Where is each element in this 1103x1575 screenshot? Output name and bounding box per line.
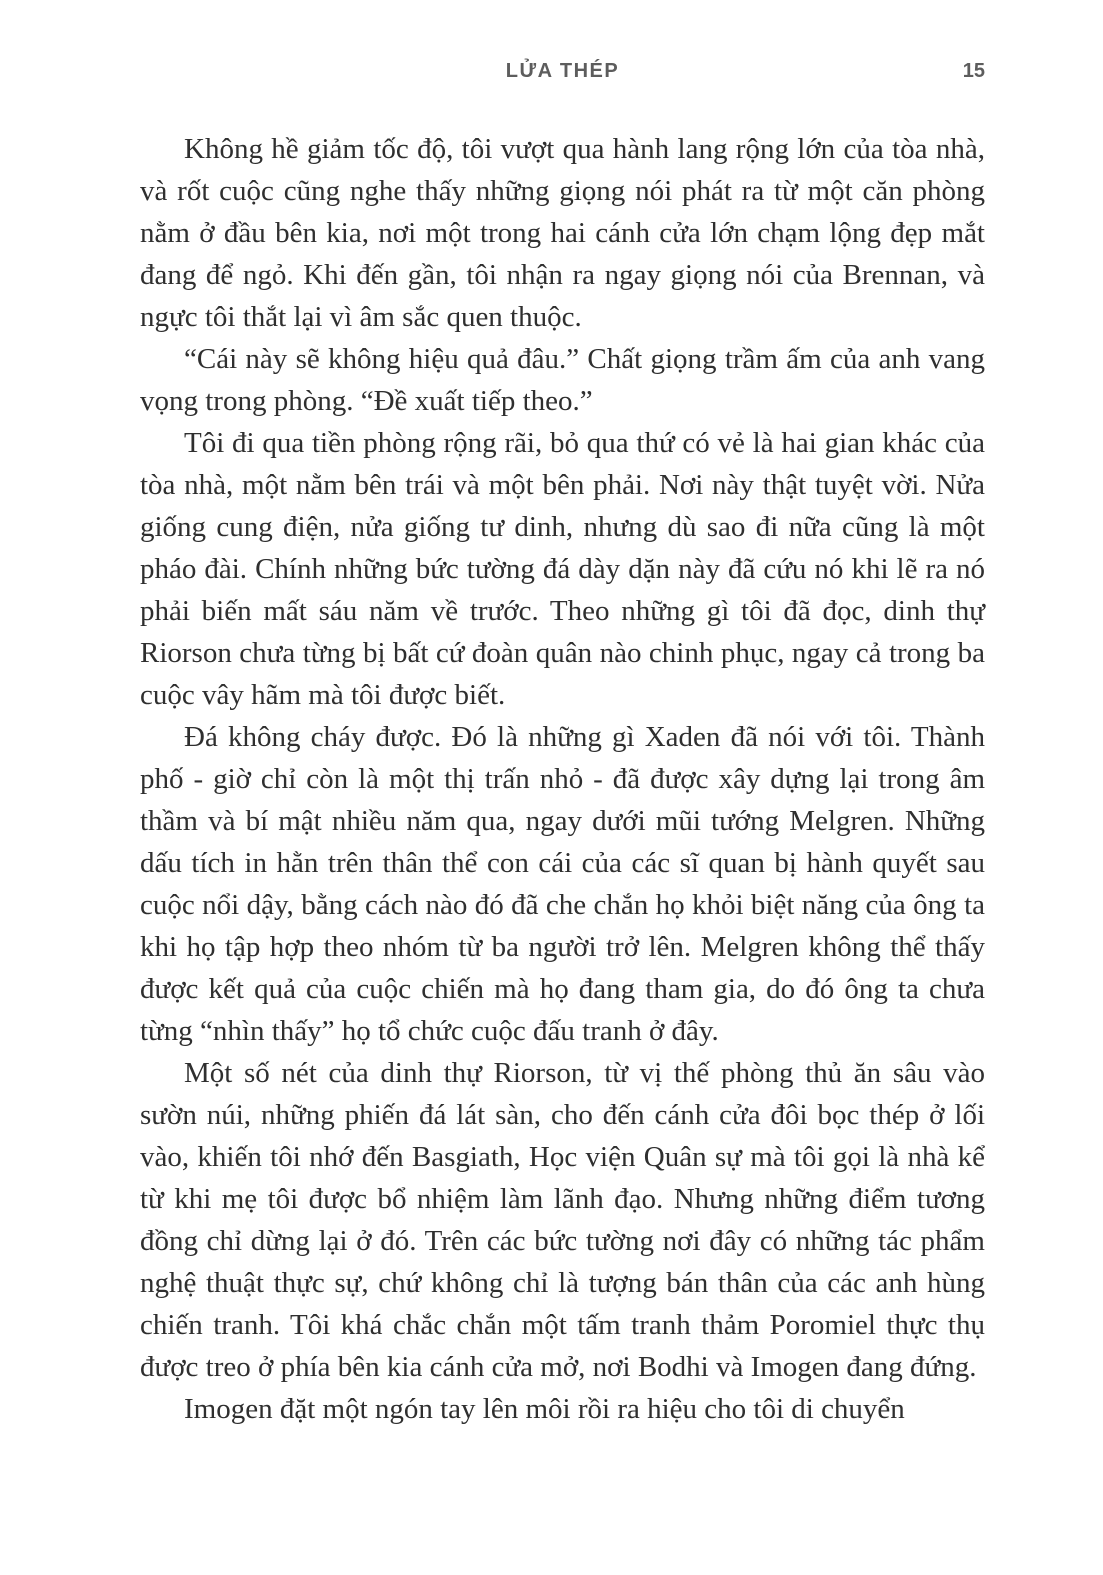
running-title: LỬA THÉP [505,60,620,82]
paragraph: Không hề giảm tốc độ, tôi vượt qua hành lang rộng lớn của tòa nhà, và rốt cuộc cũng nghe thấy những giọng nói phát ra từ một căn phòng nằm ở đầu bên kia, nơi một trong hai cánh cửa lớn chạm lộng đẹp mắt đang để ngỏ. Khi đến gần, tôi nhận ra ngay giọng nói của Brennan, và ngực tôi thắt lại vì âm sắc quen thuộc. [140,133,985,333]
paragraph: Một số nét của dinh thự Riorson, từ vị thế phòng thủ ăn sâu vào sườn núi, những phiến đá lát sàn, cho đến cánh cửa đôi bọc thép ở lối vào, khiến tôi nhớ đến Basgiath, Học viện Quân sự mà tôi gọi là nhà kể từ khi mẹ tôi được bổ nhiệm làm lãnh đạo. Nhưng những điểm tương đồng chỉ dừng lại ở đó. Trên các bức tường nơi đây có những tác phẩm nghệ thuật thực sự, chứ không chỉ là tượng bán thân của các anh hùng chiến tranh. Tôi khá chắc chắn một tấm tranh thảm Poromiel thực thụ được treo ở phía bên kia cánh cửa mở, nơi Bodhi và Imogen đang đứng. [140,1057,985,1383]
paragraph: Imogen đặt một ngón tay lên môi rồi ra hiệu cho tôi di chuyển [184,1393,905,1425]
paragraph: “Cái này sẽ không hiệu quả đâu.” Chất giọng trầm ấm của anh vang vọng trong phòng. “Đề xuất tiếp theo.” [140,343,985,417]
page-number: 15 [962,60,985,82]
paragraph: Đá không cháy được. Đó là những gì Xaden đã nói với tôi. Thành phố - giờ chỉ còn là một thị trấn nhỏ - đã được xây dựng lại trong âm thầm và bí mật nhiều năm qua, ngay dưới mũi tướng Melgren. Những dấu tích in hằn trên thân thể con cái của các sĩ quan bị hành quyết sau cuộc nổi dậy, bằng cách nào đó đã che chắn họ khỏi biệt năng của ông ta khi họ tập hợp theo nhóm từ ba người trở lên. Melgren không thể thấy được kết quả của cuộc chiến mà họ đang tham gia, do đó ông ta chưa từng “nhìn thấy” họ tổ chức cuộc đấu tranh ở đây. [140,721,985,1047]
paragraph: Tôi đi qua tiền phòng rộng rãi, bỏ qua thứ có vẻ là hai gian khác của tòa nhà, một nằm bên trái và một bên phải. Nơi này thật tuyệt vời. Nửa giống cung điện, nửa giống tư dinh, nhưng dù sao đi nữa cũng là một pháo đài. Chính những bức tường đá dày dặn này đã cứu nó khi lẽ ra nó phải biến mất sáu năm về trước. Theo những gì tôi đã đọc, dinh thự Riorson chưa từng bị bất cứ đoàn quân nào chinh phục, ngay cả trong ba cuộc vây hãm mà tôi được biết. [140,427,985,711]
page-header [140,60,985,90]
body-text [140,128,985,1430]
